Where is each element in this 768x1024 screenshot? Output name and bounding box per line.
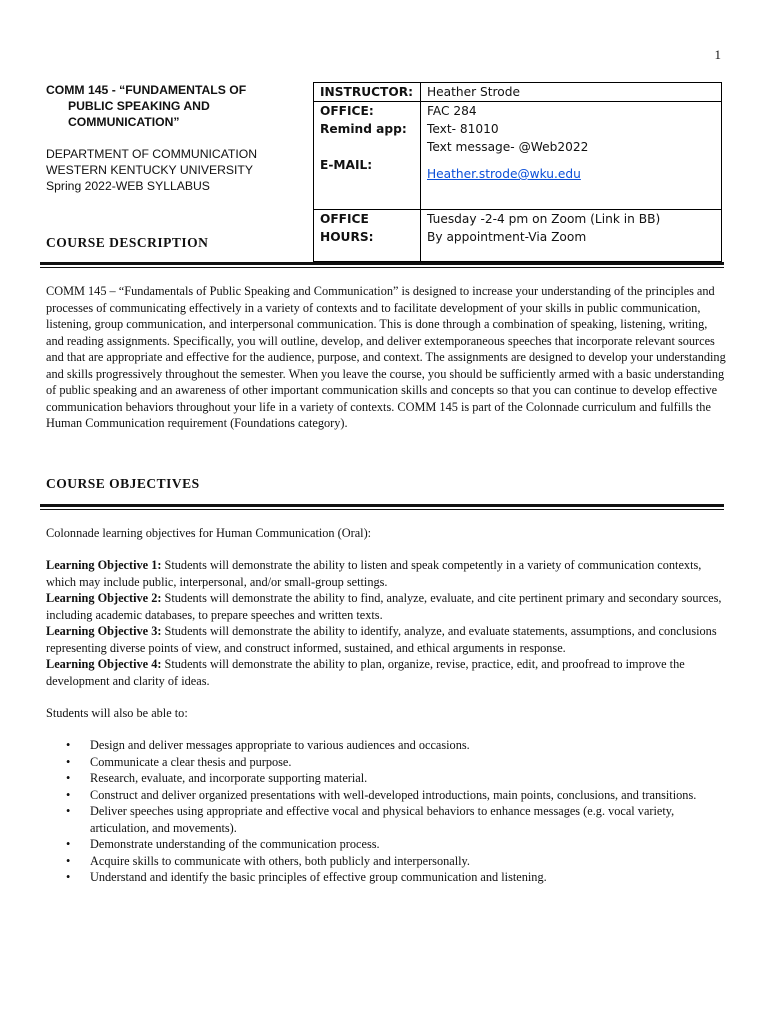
term-label: Spring 2022-WEB SYLLABUS (46, 179, 210, 193)
course-title (46, 82, 306, 130)
course-header (46, 82, 306, 194)
office-hours-label-line-2: HOURS: (320, 230, 374, 244)
learning-objective-text: Students will demonstrate the ability to listen and speak competently in a variety of communication contexts, which may include public, interpersonal, and/or small-group settings. (46, 558, 702, 589)
remind-code: Text- 81010 (427, 122, 499, 136)
email-label: E-MAIL: (320, 158, 373, 172)
office-label: OFFICE: (320, 104, 374, 118)
office-hours-value (421, 210, 722, 262)
office-hours-line-2: By appointment-Via Zoom (427, 230, 587, 244)
also-able-intro: Students will also be able to: (46, 706, 188, 720)
list-item: • Deliver speeches using appropriate and effective vocal and physical behaviors to enhance messages (e.g. vocal variety, articulation, and movements). (66, 803, 726, 836)
instructor-label: INSTRUCTOR: (314, 83, 421, 102)
learning-objective (46, 557, 726, 590)
list-item: • Understand and identify the basic principles of effective group communication and listening. (66, 869, 726, 886)
learning-objective (46, 623, 726, 656)
learning-objective-label: Learning Objective 3: (46, 624, 162, 638)
list-item: • Communicate a clear thesis and purpose. (66, 754, 726, 771)
course-description-heading: COURSE DESCRIPTION (46, 235, 209, 250)
office-hours-line-1: Tuesday -2-4 pm on Zoom (Link in BB) (427, 212, 661, 226)
section-divider (40, 504, 724, 510)
learning-objective-label: Learning Objective 4: (46, 657, 162, 671)
office-hours-row (314, 210, 722, 262)
learning-objective-label: Learning Objective 2: (46, 591, 162, 605)
course-description-text: COMM 145 – “Fundamentals of Public Speaking and Communication” is designed to increase your understanding of the principles and processes of communicating effectively in a variety of contexts and to facilitate development of your skills in public communication, listening, group communication, and interpersonal communication. This is done through a combination of speaking, listening, writing, and reading assignments. Specifically, you will outline, develop, and deliver extemporaneous speeches that incorporate relevant sources and that are appropriate and effective for the audience, purpose, and context. The assignments are designed to develop your understanding and skills progressively throughout the semester. When you leave the course, you should be sufficiently armed with a basic understanding of public speaking and an awareness of other important communication skills and concepts so that you can continue to develop effective communication behaviors throughout your life in a variety of contexts. COMM 145 is part of the Colonnade curriculum and fulfills the Human Communication requirement (Foundations category). (46, 284, 726, 430)
office-hours-label (314, 210, 421, 262)
remind-label: Remind app: (320, 122, 407, 136)
university-name: WESTERN KENTUCKY UNIVERSITY (46, 163, 253, 177)
learning-objective-text: Students will demonstrate the ability to identify, analyze, and evaluate statements, assumptions, and conclusions representing diverse points of view, and construct informed, sustained, and ethical arguments in response. (46, 624, 717, 655)
skills-list (66, 737, 726, 886)
office-values (421, 102, 722, 210)
section-divider (40, 262, 724, 268)
course-objectives-heading: COURSE OBJECTIVES (46, 476, 200, 491)
office-labels (314, 102, 421, 210)
learning-objective-label: Learning Objective 1: (46, 558, 162, 572)
page-number: 1 (714, 47, 721, 62)
remind-message: Text message- @Web2022 (427, 140, 589, 154)
learning-objectives (46, 557, 726, 689)
department-block (46, 146, 306, 194)
office-hours-label-line-1: OFFICE (320, 212, 369, 226)
office-row (314, 102, 722, 210)
learning-objective (46, 590, 726, 623)
course-title-line-1: COMM 145 - “FUNDAMENTALS OF (46, 83, 247, 97)
contact-table (313, 82, 722, 262)
colonnade-intro: Colonnade learning objectives for Human Communication (Oral): (46, 526, 372, 540)
list-item: • Design and deliver messages appropriate to various audiences and occasions. (66, 737, 726, 754)
learning-objective-text: Students will demonstrate the ability to plan, organize, revise, practice, edit, and proofread to improve the development and clarity of ideas. (46, 657, 685, 688)
instructor-row (314, 83, 722, 102)
instructor-name: Heather Strode (421, 83, 722, 102)
office-value: FAC 284 (427, 104, 477, 118)
list-item: • Acquire skills to communicate with others, both publicly and interpersonally. (66, 853, 726, 870)
learning-objective-text: Students will demonstrate the ability to find, analyze, evaluate, and cite pertinent primary and secondary sources, including academic databases, to prepare speeches and written texts. (46, 591, 722, 622)
course-title-line-2: PUBLIC SPEAKING AND (68, 99, 210, 113)
email-link[interactable]: Heather.strode@wku.edu (427, 167, 581, 181)
department-name: DEPARTMENT OF COMMUNICATION (46, 147, 258, 161)
learning-objective (46, 656, 726, 689)
list-item: • Demonstrate understanding of the communication process. (66, 836, 726, 853)
course-title-line-3: COMMUNICATION” (68, 115, 180, 129)
list-item: • Construct and deliver organized presentations with well-developed introductions, main points, conclusions, and transitions. (66, 787, 726, 804)
list-item: • Research, evaluate, and incorporate supporting material. (66, 770, 726, 787)
